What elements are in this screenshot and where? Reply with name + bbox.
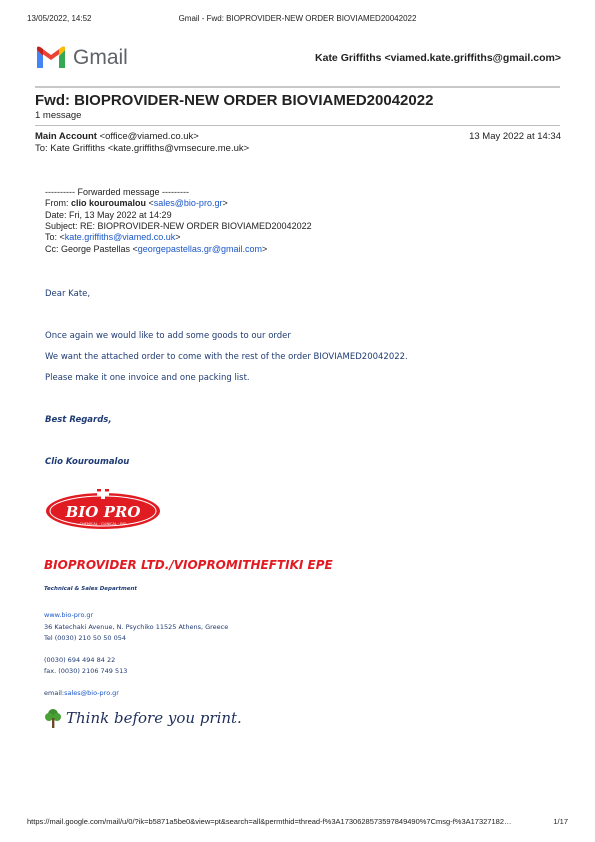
company-name: BIOPROVIDER LTD./VIOPROMITHEFTIKI EPE [44, 558, 333, 572]
signer-name: Clio Kouroumalou [45, 457, 130, 467]
mobile: (0030) 694 494 84 22 [44, 656, 116, 664]
email-label: email: [44, 689, 65, 697]
header-divider [35, 86, 560, 88]
bio-pro-logo-text: BIO PRO [65, 503, 141, 521]
think-text: Think before you print. [66, 709, 242, 727]
to-label: To: < [45, 232, 65, 242]
bio-pro-logo [44, 488, 162, 530]
print-title: Gmail - Fwd: BIOPROVIDER-NEW ORDER BIOVIAMED20042022 [178, 14, 417, 23]
gmail-logo-icon [35, 46, 67, 70]
forwarded-subject: Subject: RE: BIOPROVIDER-NEW ORDER BIOVIAMED20042022 [45, 221, 312, 231]
cc-close: > [262, 244, 268, 254]
to-email-link[interactable]: kate.griffiths@viamed.co.uk [64, 232, 176, 242]
forwarded-from [45, 198, 228, 209]
website-link[interactable]: www.bio-pro.gr [44, 611, 94, 619]
forwarded-date: Date: Fri, 13 May 2022 at 14:29 [45, 210, 172, 220]
from-label: From: [45, 198, 71, 208]
thread-subject: Fwd: BIOPROVIDER-NEW ORDER BIOVIAMED20042022 [35, 92, 434, 109]
bio-pro-logo-subtext: CHEMICAL · CLINICAL · BIO [79, 522, 127, 526]
body-line-2: We want the attached order to come with the rest of the order BIOVIAMED20042022. [45, 352, 408, 362]
gmail-logo[interactable] [35, 45, 155, 71]
message-count: 1 message [35, 110, 82, 121]
print-footer [27, 817, 568, 829]
message-date: 13 May 2022 at 14:34 [469, 131, 561, 142]
cc-email-link[interactable]: georgepastellas.gr@gmail.com [137, 244, 262, 254]
from-email-link[interactable]: sales@bio-pro.gr [153, 198, 223, 208]
regards: Best Regards, [45, 415, 112, 425]
print-page-number: 1/17 [553, 817, 568, 826]
sender-email: <office@viamed.co.uk> [99, 131, 199, 142]
forwarded-header: ---------- Forwarded message --------- [45, 187, 189, 197]
address: 36 Katechaki Avenue, N. Psychiko 11525 Athens, Greece [44, 623, 229, 631]
signature-email [44, 689, 119, 697]
subject-divider [35, 125, 560, 126]
from-name: clio kouroumalou [71, 198, 147, 208]
fax: fax. (0030) 2106 749 513 [44, 667, 128, 675]
gmail-wordmark: Gmail [73, 46, 128, 69]
print-url: https://mail.google.com/mail/u/0/?ik=b5871a5be0&view=pt&search=all&permthid=thread-f%3A1730628573597849490%7Cmsg-f%3A17327182… [27, 817, 512, 826]
to-close: > [175, 232, 181, 242]
cc-label: Cc: George Pastellas < [45, 244, 138, 254]
from-email-open: < [146, 198, 154, 208]
tree-icon [44, 708, 62, 730]
signature-email-link[interactable]: sales@bio-pro.gr [64, 689, 119, 697]
account-user: Kate Griffiths <viamed.kate.griffiths@gmail.com> [315, 52, 561, 64]
body-line-3: Please make it one invoice and one packing list. [45, 373, 250, 383]
print-datetime: 13/05/2022, 14:52 [27, 14, 92, 23]
greeting: Dear Kate, [45, 289, 91, 299]
sender-name: Main Account [35, 131, 97, 142]
body-line-1: Once again we would like to add some goods to our order [45, 331, 291, 341]
forwarded-to [45, 232, 181, 243]
message-sender [35, 131, 199, 142]
bio-pro-logo-graphic [44, 488, 162, 530]
department: Technical & Sales Department [44, 586, 138, 592]
from-email-close: > [222, 198, 228, 208]
forwarded-cc [45, 244, 267, 255]
print-header [27, 14, 568, 26]
telephone: Tel (0030) 210 50 50 054 [44, 634, 126, 642]
message-to: To: Kate Griffiths <kate.griffiths@vmsecure.me.uk> [35, 143, 250, 154]
